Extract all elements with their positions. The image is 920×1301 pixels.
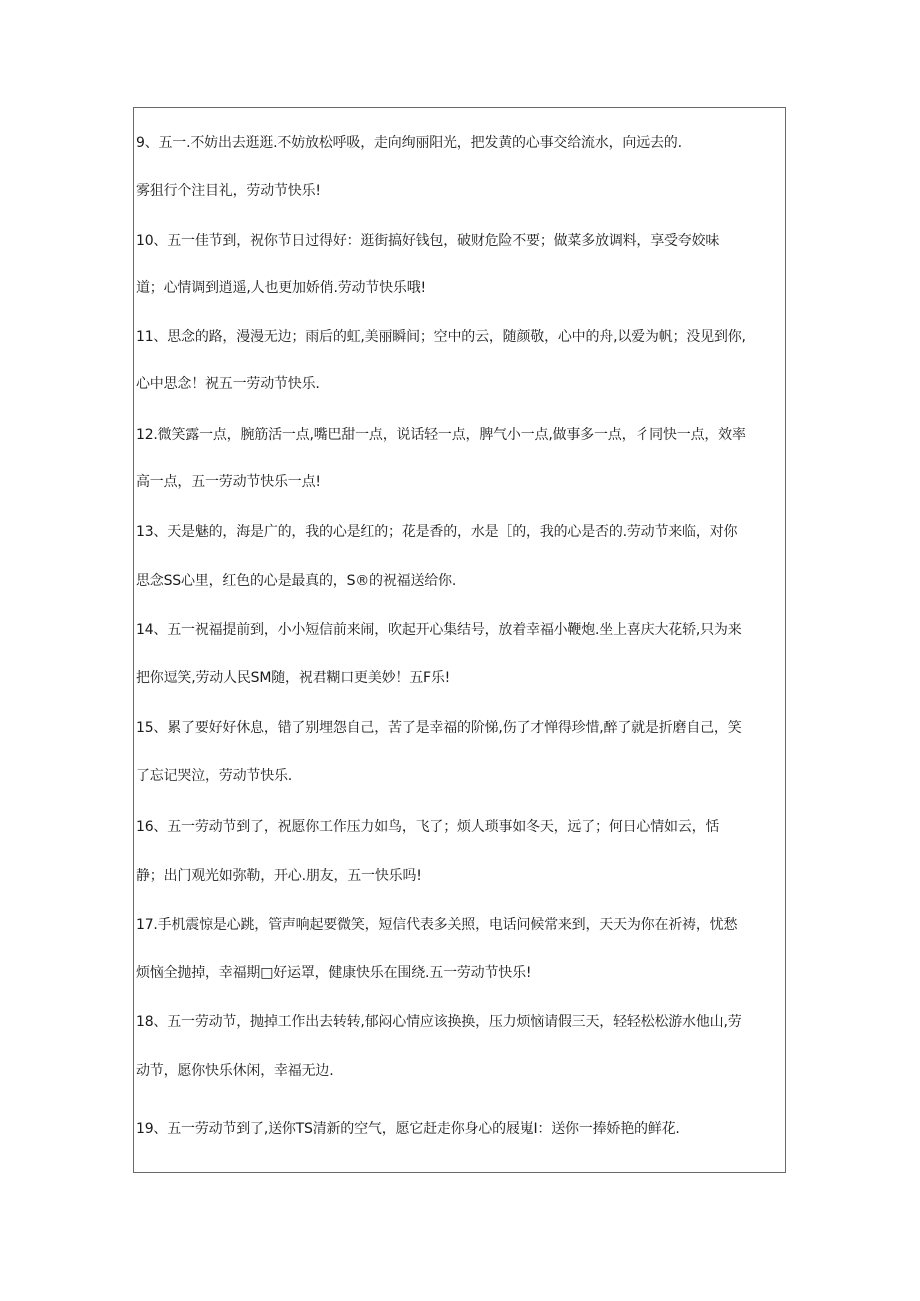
- text-line: 心中思念！祝五一劳动节快乐.: [136, 376, 320, 392]
- text-line: 18、五一劳动节，抛掉工作出去转转,郁闷心情应该换换，压力烦恼请假三天，轻轻松松游水他山,劳: [136, 1014, 742, 1030]
- text-line: 14、五一祝福提前到，小小短信前来闹，吹起开心集结号，放着幸福小鞭炮.坐上喜庆大花轿,只为来: [136, 622, 742, 638]
- text-line: 道；心情调到逍遥,人也更加娇俏.劳动节快乐哦!: [136, 280, 426, 296]
- text-line: 12.微笑露一点，腕筋活一点,嘴巴甜一点，说话轻一点，脾气小一点,做事多一点，彳同快一点，效率: [136, 427, 746, 443]
- text-line: 16、五一劳动节到了，祝愿你工作压力如鸟，飞了；烦人琐事如冬天，远了；何日心情如云，恬: [136, 819, 720, 835]
- text-line: 高一点，五一劳动节快乐一点!: [136, 474, 321, 490]
- text-line: 13、天是魅的，海是广的，我的心是红的；花是香的，水是［的，我的心是否的.劳动节来临，对你: [136, 524, 738, 540]
- text-line: 思念SS心里，红色的心是最真的，S®的祝福送给你.: [136, 573, 457, 589]
- text-line: 10、五一佳节到，祝你节日过得好：逛街搞好钱包，破财危险不要；做菜多放调料，享受夸姣味: [136, 233, 720, 249]
- text-line: 11、思念的路，漫漫无边；雨后的虹,美丽瞬间；空中的云，随颜敬，心中的舟,以爱为帆；没见到你,: [136, 329, 746, 345]
- text-line: 动节，愿你快乐休闲，幸福无边.: [136, 1063, 334, 1079]
- text-line: 静；出门观光如弥勒，开心.朋友，五一快乐吗!: [136, 868, 422, 884]
- text-line: 19、五一劳动节到了,送你TS清新的空气，愿它赶走你身心的屐嵬I：送你一捧娇艳的鲜花.: [136, 1121, 680, 1137]
- text-line: 把你逗笑,劳动人民SM随，祝君糊口更美妙！五F乐!: [136, 670, 451, 686]
- text-line: 9、五一.不妨出去逛逛.不妨放松呼吸，走向绚丽阳光，把发黄的心事交给流水，向远去的.: [136, 135, 682, 151]
- text-line: 了忘记哭泣，劳动节快乐.: [136, 768, 293, 784]
- text-line: 15、累了要好好休息，错了别埋怨自己，苦了是幸福的阶悌,伤了才惮得珍惜,醉了就是折磨自己，笑: [136, 720, 742, 736]
- text-line: 雾狙行个注目礼，劳动节快乐!: [136, 183, 321, 199]
- text-line: 烦恼全抛掉，幸福期□好运罩，健康快乐在围绕.五一劳动节快乐!: [136, 965, 532, 981]
- text-line: 17.手机震惊是心跳，管声响起要微笑，短信代表多关照，电话问候常来到，天天为你在祈祷，忧愁: [136, 917, 738, 933]
